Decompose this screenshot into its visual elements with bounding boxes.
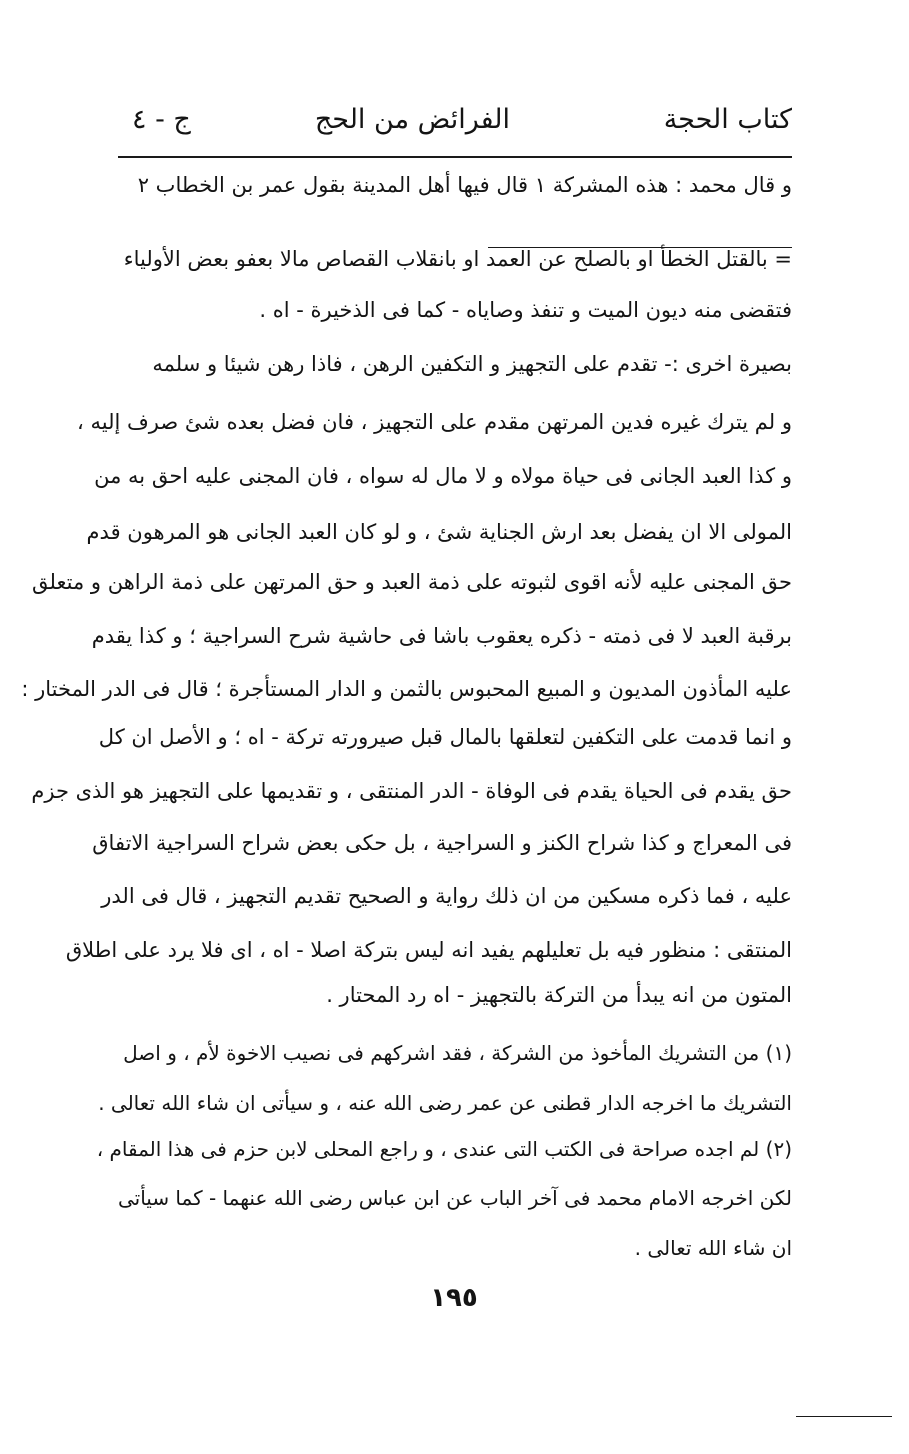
commentary-line: فى المعراج و كذا شراح الكنز و السراجية ، بل حكى بعض شراح السراجية الاتفاق: [92, 831, 792, 855]
bottom-rule: [796, 1416, 892, 1417]
chapter-title: الفرائض من الحج: [314, 104, 510, 135]
commentary-line: المنتقى : منظور فيه بل تعليلهم يفيد انه ليس بتركة اصلا - اه ، اى فلا يرد على اطلاق: [65, 938, 792, 962]
commentary-line: برقبة العبد لا فى ذمته - ذكره يعقوب باشا فى حاشية شرح السراجية ؛ و كذا يقدم: [91, 624, 792, 648]
commentary-line: و لم يترك غيره فدين المرتهن مقدم على التجهيز ، فان فضل بعده شئ صرف إليه ،: [77, 410, 792, 434]
commentary-line: عليه ، فما ذكره مسكين من ان ذلك رواية و الصحيح تقديم التجهيز ، قال فى الدر: [101, 884, 792, 908]
volume-label: ج - ٤: [132, 104, 191, 135]
header-rule: [118, 156, 792, 158]
page-number: ١٩٥: [430, 1283, 478, 1313]
book-title: كتاب الحجة: [663, 104, 792, 135]
commentary-line: و انما قدمت على التكفين لتعلقها بالمال قبل صيرورته تركة - اه ؛ و الأصل ان كل: [98, 725, 792, 749]
commentary-line: حق المجنى عليه لأنه اقوى لثبوته على ذمة العبد و حق المرتهن على ذمة الراهن و متعلق: [32, 570, 792, 594]
commentary-line: بصيرة اخرى :- تقدم على التجهيز و التكفين الرهن ، فاذا رهن شيئا و سلمه: [152, 352, 792, 376]
commentary-line: المولى الا ان يفضل بعد ارش الجناية شئ ، و لو كان العبد الجانى هو المرهون قدم: [86, 520, 792, 544]
footnote-line: لكن اخرجه الامام محمد فى آخر الباب عن ابن عباس رضى الله عنهما - كما سيأتى: [117, 1186, 792, 1210]
commentary-line: عليه المأذون المديون و المبيع المحبوس بالثمن و الدار المستأجرة ؛ قال فى الدر المختار :: [21, 677, 792, 701]
footnote-line: التشريك ما اخرجه الدار قطنى عن عمر رضى الله عنه ، و سيأتى ان شاء الله تعالى .: [98, 1091, 792, 1115]
main-text-line: و قال محمد : هذه المشركة ١ قال فيها أهل المدينة بقول عمر بن الخطاب ٢: [137, 173, 792, 197]
note-line: فتقضى منه ديون الميت و تنفذ وصاياه - كما فى الذخيرة - اه .: [259, 298, 792, 322]
note-line: = بالقتل الخطأ او بالصلح عن العمد او بانقلاب القصاص مالا بعفو بعض الأولياء: [123, 247, 792, 271]
running-header: [118, 104, 792, 152]
footnote-line: ان شاء الله تعالى .: [634, 1236, 792, 1260]
footnote-line: (٢) لم اجده صراحة فى الكتب التى عندى ، و راجع المحلى لابن حزم فى هذا المقام ،: [96, 1137, 792, 1161]
commentary-line: و كذا العبد الجانى فى حياة مولاه و لا مال له سواه ، فان المجنى عليه احق به من: [94, 464, 792, 488]
footnote-line: (١) من التشريك المأخوذ من الشركة ، فقد اشركهم فى نصيب الاخوة لأم ، و اصل: [123, 1041, 792, 1065]
commentary-line: المتون من انه يبدأ من التركة بالتجهيز - اه رد المحتار .: [326, 983, 792, 1007]
commentary-line: حق يقدم فى الحياة يقدم فى الوفاة - الدر المنتقى ، و تقديمها على التجهيز هو الذى جزم: [31, 779, 792, 803]
